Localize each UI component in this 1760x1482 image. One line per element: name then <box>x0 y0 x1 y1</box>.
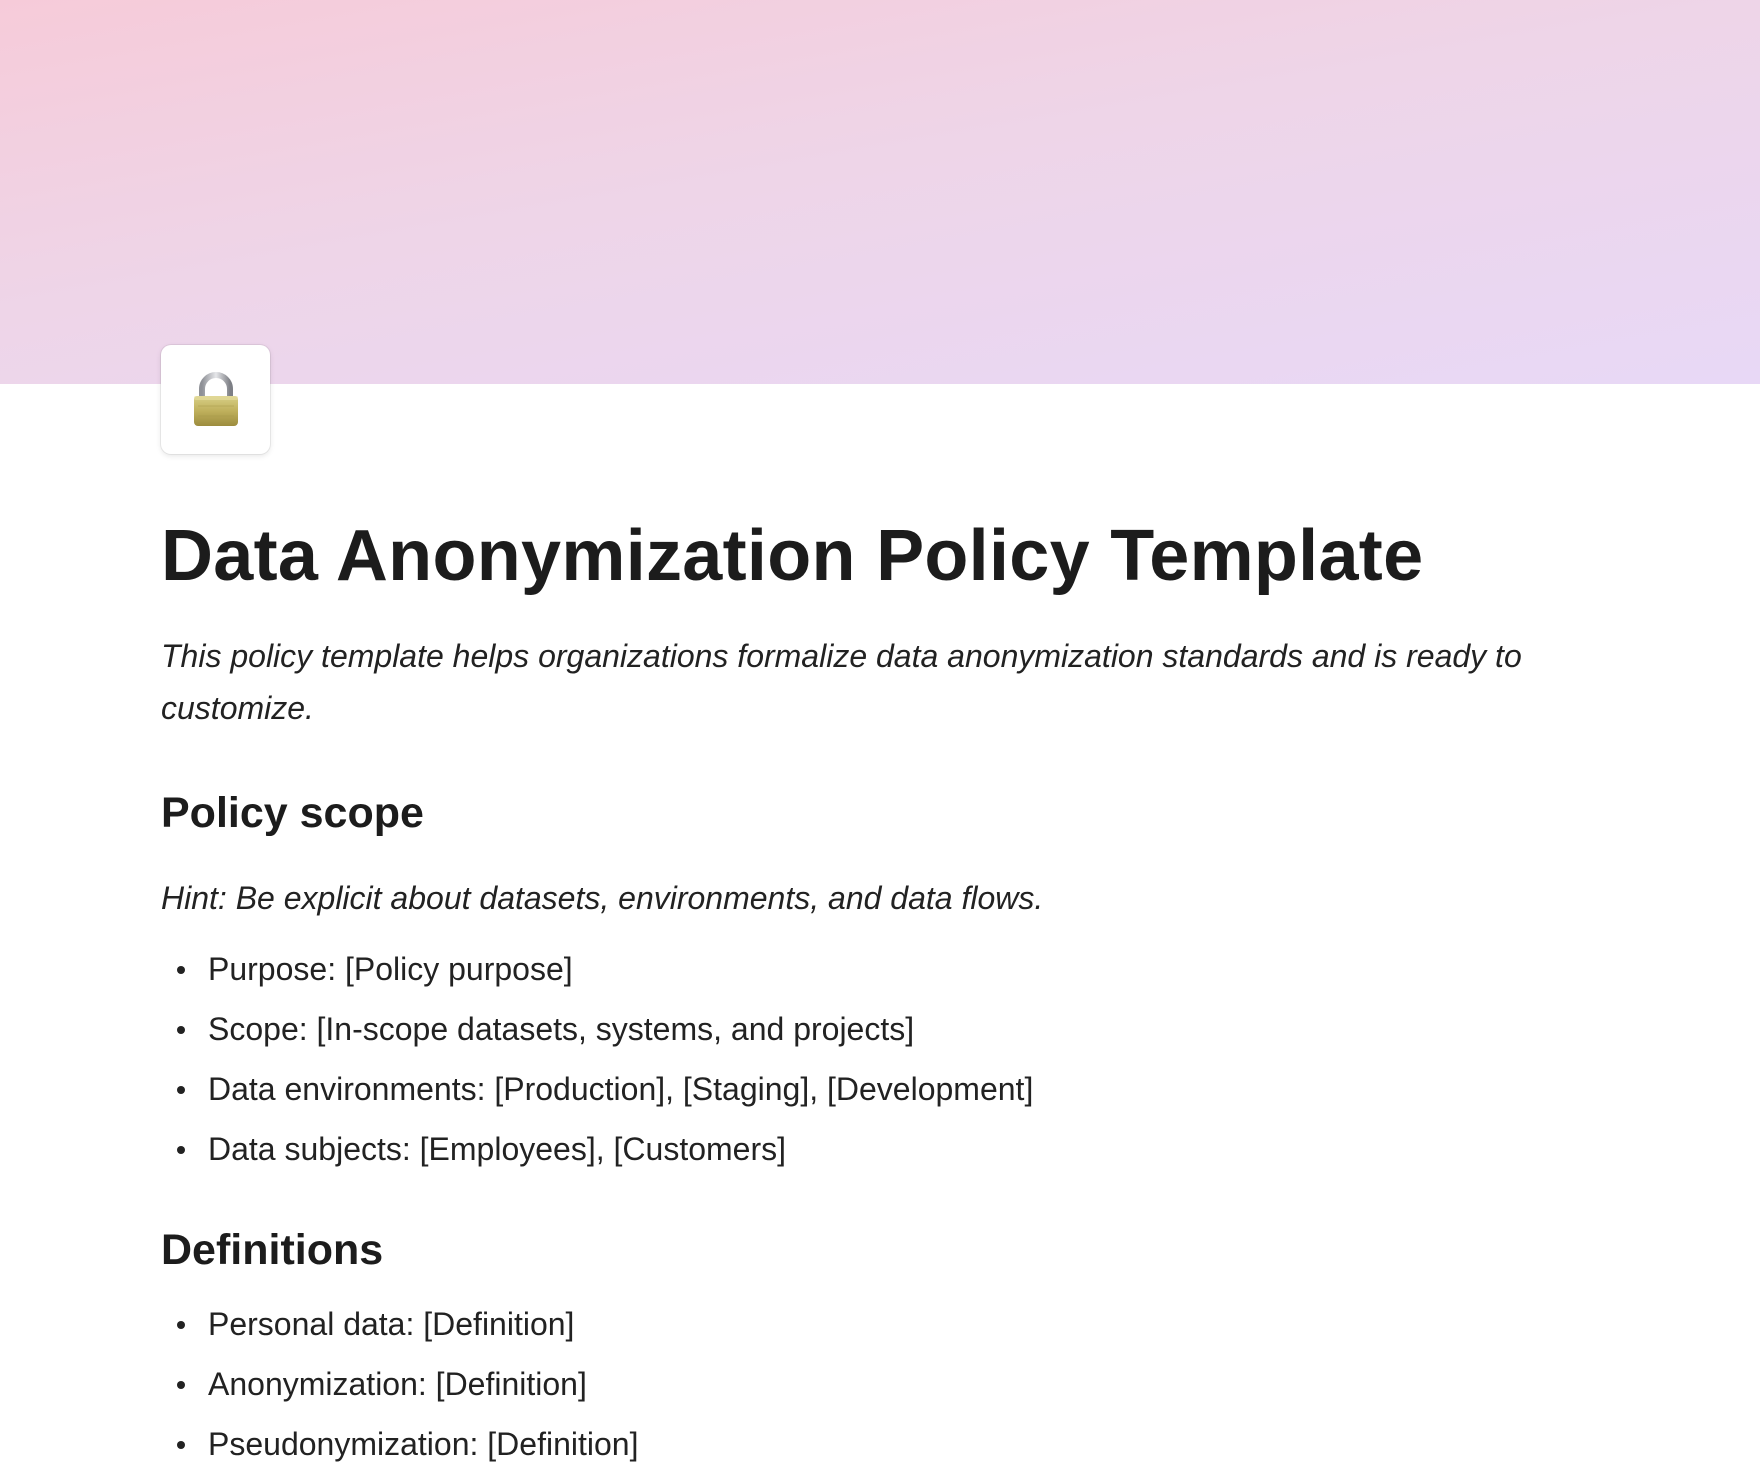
list-item-text: Anonymization: [Definition] <box>208 1366 587 1402</box>
bullet-icon <box>177 1146 185 1154</box>
list-item-text: Pseudonymization: [Definition] <box>208 1426 639 1462</box>
bullet-icon <box>177 1086 185 1094</box>
page-subtitle[interactable]: This policy template helps organizations formalize data anonymization standards and is ready to customize. <box>161 638 1522 726</box>
list-item[interactable] <box>161 1067 1601 1111</box>
bullet-icon <box>177 1381 185 1389</box>
lock-icon <box>190 372 242 428</box>
list-item[interactable] <box>161 1422 1601 1466</box>
list-item[interactable] <box>161 1127 1601 1171</box>
list-item[interactable] <box>161 947 1601 991</box>
page-content <box>161 512 1601 1482</box>
list-item-text: Purpose: [Policy purpose] <box>208 951 573 987</box>
list-item-text: Data environments: [Production], [Staging], [Development] <box>208 1071 1034 1107</box>
page-title[interactable]: Data Anonymization Policy Template <box>161 516 1424 596</box>
scope-hint[interactable]: Hint: Be explicit about datasets, environments, and data flows. <box>161 880 1044 916</box>
list-item[interactable] <box>161 1362 1601 1406</box>
list-item-text: Scope: [In-scope datasets, systems, and projects] <box>208 1011 915 1047</box>
list-item-text: Data subjects: [Employees], [Customers] <box>208 1131 786 1167</box>
heading-policy-scope[interactable]: Policy scope <box>161 789 424 837</box>
bullet-icon <box>177 1321 185 1329</box>
bullet-icon <box>177 1026 185 1034</box>
heading-definitions[interactable]: Definitions <box>161 1226 384 1274</box>
bullet-icon <box>177 966 185 974</box>
bullet-icon <box>177 1441 185 1449</box>
page-icon-button[interactable] <box>161 345 270 454</box>
list-item[interactable] <box>161 1007 1601 1051</box>
list-item-text: Personal data: [Definition] <box>208 1306 575 1342</box>
page-cover <box>0 0 1760 384</box>
list-item[interactable] <box>161 1302 1601 1346</box>
definitions-list <box>161 1302 1601 1466</box>
scope-list <box>161 947 1601 1171</box>
